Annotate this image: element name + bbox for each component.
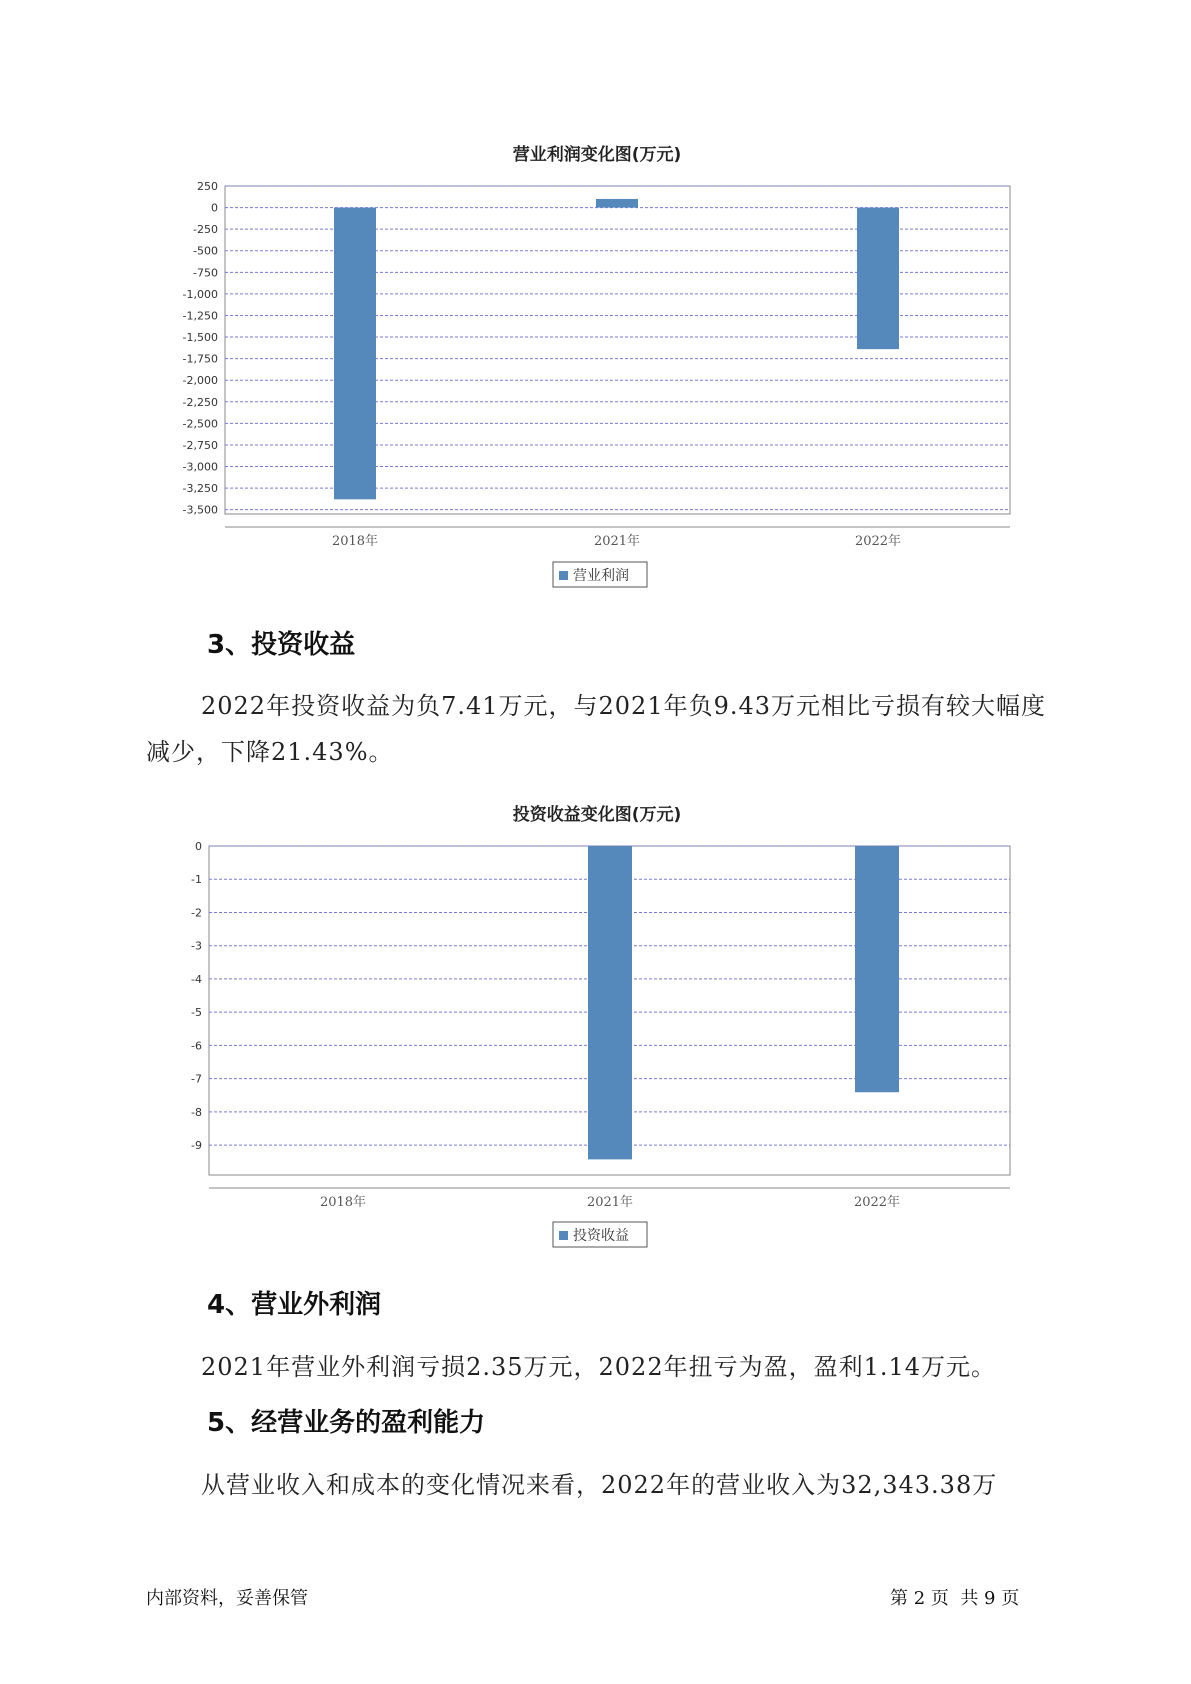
investment-income-chart-svg — [0, 780, 1191, 1260]
x-tick-label: 2018年 — [319, 1195, 367, 1210]
profitability-paragraph: 从营业收入和成本的变化情况来看，2022年的营业收入为32,343.38万 — [201, 1471, 998, 1499]
operating-profit-chart-svg — [0, 120, 1191, 600]
y-tick-label: -3 — [191, 939, 202, 953]
bar-2018年 — [334, 208, 376, 500]
footer-page-number: 第 2 页 共 9 页 — [890, 1588, 1020, 1609]
legend-swatch — [559, 571, 568, 580]
y-tick-label: -1,750 — [182, 352, 218, 366]
y-tick-label: -750 — [193, 266, 218, 280]
y-tick-label: -9 — [191, 1139, 202, 1153]
y-tick-label: -1 — [191, 873, 202, 887]
y-tick-label: -2,750 — [182, 438, 218, 452]
legend-swatch — [559, 1231, 568, 1240]
bar-2021年 — [588, 846, 632, 1159]
x-tick-label: 2018年 — [331, 534, 379, 549]
x-tick-label: 2022年 — [854, 534, 902, 549]
y-tick-label: -2 — [191, 906, 202, 920]
y-tick-label: -5 — [191, 1006, 202, 1020]
y-tick-label: -2,500 — [182, 417, 218, 431]
x-tick-label: 2021年 — [593, 534, 641, 549]
y-tick-label: -3,250 — [182, 482, 218, 496]
y-tick-label: -3,500 — [182, 503, 218, 517]
footer-confidential-note: 内部资料，妥善保管 — [146, 1588, 308, 1609]
investment-income-chart — [0, 780, 1191, 1260]
bar-2022年 — [857, 208, 899, 350]
x-tick-label: 2022年 — [853, 1195, 901, 1210]
legend — [553, 562, 647, 587]
chart-title: 营业利润变化图(万元) — [512, 145, 682, 165]
bar-2022年 — [855, 846, 899, 1092]
section-heading-profitability: 5、经营业务的盈利能力 — [207, 1408, 486, 1438]
bar-2021年 — [596, 199, 638, 208]
y-tick-label: -1,250 — [182, 309, 218, 323]
operating-profit-chart — [0, 120, 1191, 600]
y-tick-label: -2,250 — [182, 395, 218, 409]
non-operating-profit-paragraph: 2021年营业外利润亏损2.35万元，2022年扭亏为盈，盈利1.14万元。 — [201, 1353, 997, 1381]
y-tick-label: -6 — [191, 1039, 202, 1053]
y-tick-label: 0 — [211, 201, 218, 215]
x-tick-label: 2021年 — [586, 1195, 634, 1210]
y-tick-label: -1,000 — [182, 287, 218, 301]
y-tick-label: -7 — [191, 1072, 202, 1086]
y-tick-label: -2,000 — [182, 374, 218, 388]
y-tick-label: -500 — [193, 244, 218, 258]
y-tick-label: -8 — [191, 1105, 202, 1119]
investment-income-paragraph: 2022年投资收益为负7.41万元，与2021年负9.43万元相比亏损有较大幅度减少，下降21.43%。 — [146, 692, 1047, 766]
legend-label: 营业利润 — [573, 568, 629, 584]
y-tick-label: -3,000 — [182, 460, 218, 474]
y-tick-label: 0 — [195, 840, 202, 853]
legend-label: 投资收益 — [573, 1228, 629, 1244]
section-heading-non-operating-profit: 4、营业外利润 — [207, 1290, 382, 1320]
chart-title: 投资收益变化图(万元) — [512, 805, 682, 825]
y-tick-label: 250 — [197, 180, 218, 193]
section-heading-investment-income: 3、投资收益 — [207, 630, 356, 660]
legend — [553, 1222, 647, 1247]
y-tick-label: -1,500 — [182, 331, 218, 345]
y-tick-label: -250 — [193, 223, 218, 237]
y-tick-label: -4 — [191, 972, 202, 986]
